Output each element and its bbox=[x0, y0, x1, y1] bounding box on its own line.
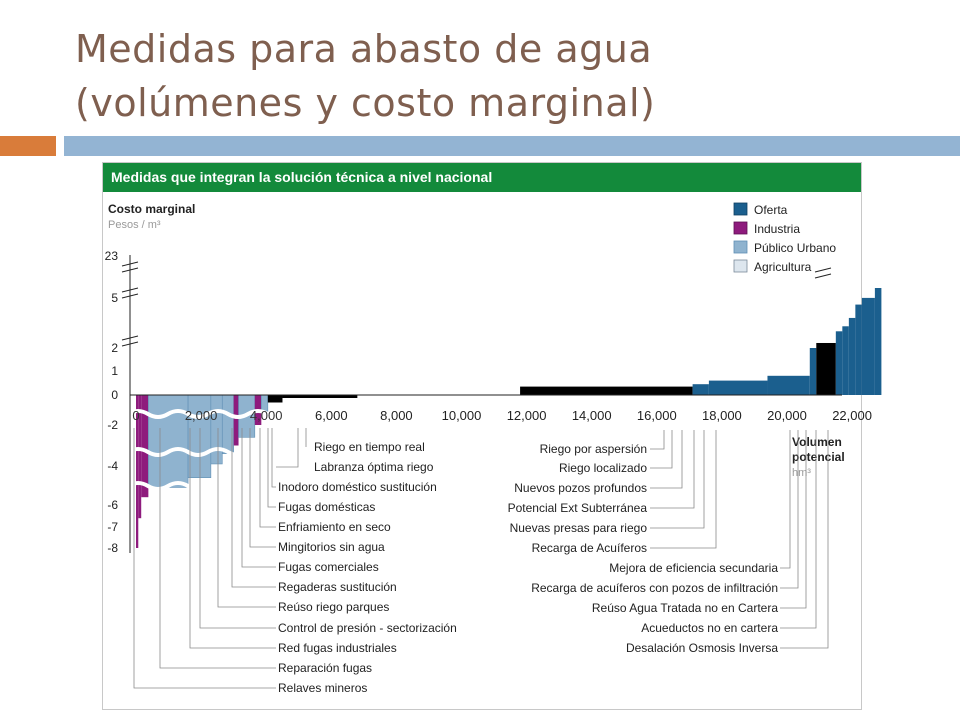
chart-bar-11 bbox=[268, 395, 283, 403]
x-tick-label-3: 6,000 bbox=[315, 408, 348, 423]
figure-header-title: Medidas que integran la solución técnica a nivel nacional bbox=[111, 169, 493, 185]
y-tick-label-9: -8 bbox=[107, 541, 118, 555]
y-tick-label-0: 23 bbox=[104, 249, 118, 263]
legend-swatch-2 bbox=[734, 241, 747, 253]
x-tick-label-8: 16,000 bbox=[636, 408, 677, 423]
x-axis-title-line1: Volumen bbox=[792, 435, 842, 449]
leader-line-right-6 bbox=[780, 430, 790, 568]
measure-label-right-3: Potencial Ext Subterránea bbox=[507, 501, 647, 515]
chart-bar-23 bbox=[862, 298, 875, 395]
measure-label-right-0: Riego por aspersión bbox=[539, 442, 647, 456]
x-axis-title-line2: potencial bbox=[792, 450, 845, 464]
legend-label-3: Agricultura bbox=[754, 260, 812, 274]
measure-label-right-7: Recarga de acuíferos con pozos de infiltración bbox=[531, 581, 778, 595]
measure-label-left-7: Regaderas sustitución bbox=[278, 580, 397, 594]
legend-label-0: Oferta bbox=[754, 203, 788, 217]
y-axis-units: Pesos / m³ bbox=[108, 219, 161, 231]
x-axis-units: hm³ bbox=[792, 467, 811, 479]
legend-label-2: Público Urbano bbox=[754, 241, 837, 255]
y-tick-label-3: 1 bbox=[111, 364, 118, 378]
chart-bar-17 bbox=[810, 348, 817, 395]
y-tick-label-6: -4 bbox=[107, 459, 118, 473]
measure-label-right-9: Acueductos no en cartera bbox=[641, 621, 778, 635]
measure-label-right-5: Recarga de Acuíferos bbox=[531, 541, 647, 555]
x-tick-label-0: 0 bbox=[132, 408, 140, 423]
x-tick-label-5: 10,000 bbox=[441, 408, 482, 423]
measure-label-right-1: Riego localizado bbox=[558, 461, 647, 475]
x-tick-label-6: 12,000 bbox=[506, 408, 547, 423]
measure-label-left-2: Inodoro doméstico sustitución bbox=[278, 480, 437, 494]
measure-label-left-12: Relaves mineros bbox=[278, 681, 368, 695]
y-axis-title: Costo marginal bbox=[108, 202, 196, 216]
measure-label-left-5: Mingitorios sin agua bbox=[278, 540, 385, 554]
chart-bar-13 bbox=[520, 387, 693, 395]
measure-label-right-6: Mejora de eficiencia secundaria bbox=[609, 561, 778, 575]
y-tick-label-2: 2 bbox=[111, 341, 118, 355]
legend-swatch-3 bbox=[734, 260, 747, 272]
chart-bar-20 bbox=[842, 326, 849, 395]
leader-line-right-5 bbox=[650, 430, 716, 548]
leader-line-right-4 bbox=[650, 430, 704, 528]
x-tick-label-11: 22,000 bbox=[832, 408, 872, 423]
measure-label-right-4: Nuevas presas para riego bbox=[509, 521, 647, 535]
leader-line-right-2 bbox=[650, 430, 682, 488]
leader-line-left-2 bbox=[272, 428, 276, 487]
chart-bar-15 bbox=[709, 381, 768, 395]
x-tick-label-7: 14,000 bbox=[571, 408, 612, 423]
measure-label-left-0: Riego en tiempo real bbox=[314, 440, 425, 454]
slide-title-line2: (volúmenes y costo marginal) bbox=[75, 81, 656, 125]
chart-bar-21 bbox=[849, 318, 856, 395]
chart-bar-18 bbox=[816, 343, 836, 395]
chart-bar-3 bbox=[148, 395, 188, 487]
leader-line-left-8 bbox=[218, 428, 276, 607]
legend-swatch-0 bbox=[734, 203, 747, 215]
chart-bar-16 bbox=[767, 376, 809, 395]
measure-label-left-8: Reúso riego parques bbox=[278, 600, 390, 614]
chart-bar-14 bbox=[693, 384, 709, 395]
legend-label-1: Industria bbox=[754, 222, 801, 236]
measure-label-left-9: Control de presión - sectorización bbox=[278, 621, 457, 635]
slide-title-line1: Medidas para abasto de agua bbox=[75, 27, 653, 71]
measure-label-left-10: Red fugas industriales bbox=[278, 641, 397, 655]
measure-label-left-11: Reparación fugas bbox=[278, 661, 373, 675]
axis-break-band-3 bbox=[128, 313, 388, 319]
measure-label-left-1: Labranza óptima riego bbox=[314, 460, 434, 474]
x-tick-label-2: 4,000 bbox=[249, 408, 283, 423]
measure-label-right-10: Desalación Osmosis Inversa bbox=[625, 641, 778, 655]
right-axis-break bbox=[815, 268, 831, 278]
measure-label-right-2: Nuevos pozos profundos bbox=[514, 481, 647, 495]
chart-bar-19 bbox=[836, 331, 843, 395]
y-tick-label-4: 0 bbox=[111, 388, 118, 402]
axis-break-band-right bbox=[768, 310, 848, 316]
chart-bar-24 bbox=[875, 288, 882, 395]
chart-bar-7 bbox=[234, 395, 239, 446]
x-tick-label-10: 20,000 bbox=[767, 408, 807, 423]
y-tick-label-8: -7 bbox=[107, 520, 118, 534]
x-tick-label-1: 2,000 bbox=[184, 408, 218, 423]
leader-line-right-0 bbox=[650, 430, 664, 449]
x-tick-label-9: 18,000 bbox=[702, 408, 742, 423]
y-tick-label-7: -6 bbox=[107, 498, 118, 512]
chart-bar-22 bbox=[855, 305, 862, 395]
chart-bar-5 bbox=[211, 395, 222, 464]
y-tick-label-5: -2 bbox=[107, 418, 118, 432]
x-tick-label-4: 8,000 bbox=[380, 408, 413, 423]
measure-label-left-4: Enfriamiento en seco bbox=[278, 520, 391, 534]
legend-swatch-1 bbox=[734, 222, 747, 234]
y-tick-label-1: 5 bbox=[111, 291, 118, 305]
measure-label-left-6: Fugas comerciales bbox=[278, 560, 379, 574]
measure-label-left-3: Fugas domésticas bbox=[278, 500, 376, 514]
measure-label-right-8: Reúso Agua Tratada no en Cartera bbox=[591, 601, 778, 615]
